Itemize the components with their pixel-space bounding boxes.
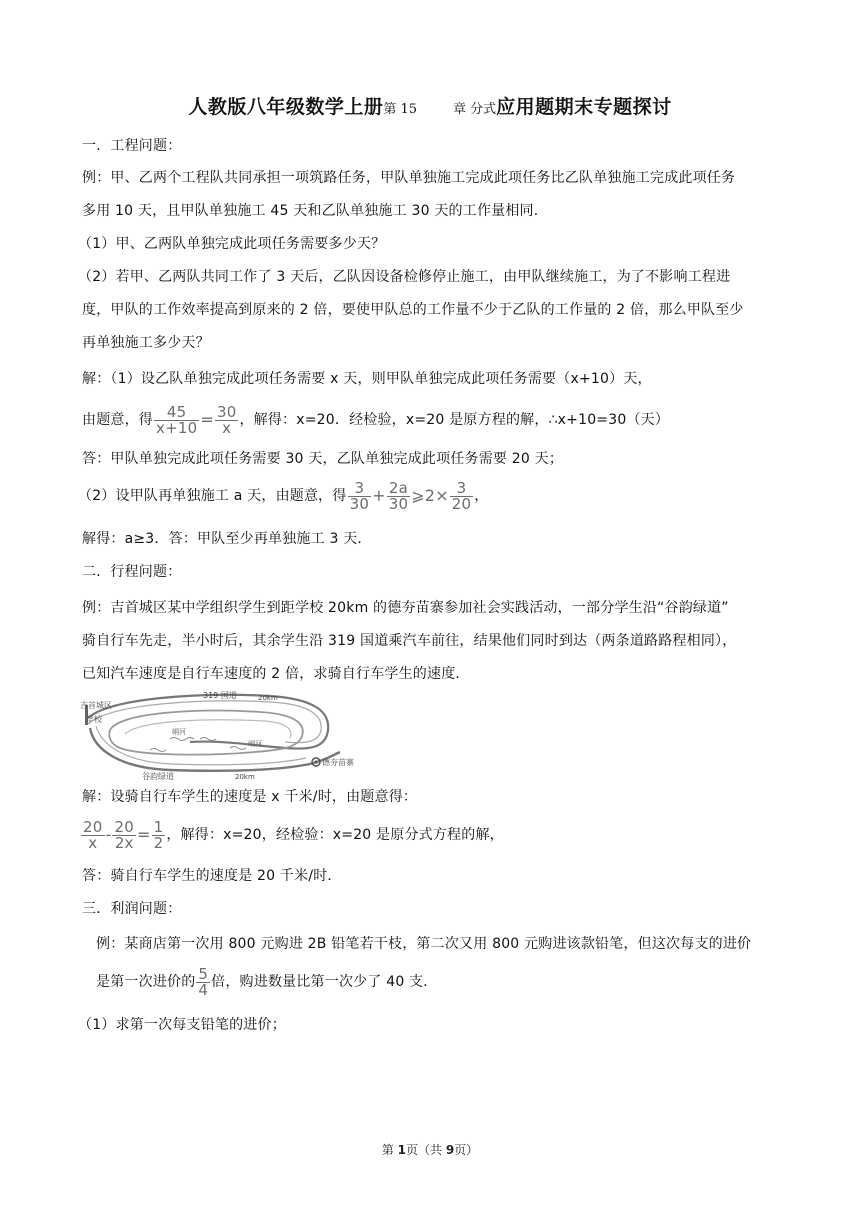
s2-solution-line1: 解：设骑自行车学生的速度是 x 千米/时，由题意得： bbox=[82, 789, 418, 805]
numerator: 20 bbox=[114, 817, 134, 836]
section3-heading: 三．利润问题： bbox=[82, 901, 182, 917]
s1-solution-line2 bbox=[82, 400, 802, 440]
geq-times-sign: ⩾2× bbox=[411, 486, 449, 505]
numerator: 20 bbox=[83, 817, 103, 836]
s2-answer: 答：骑自行车学生的速度是 20 千米/时． bbox=[82, 868, 342, 884]
s1-question2-line2: 度，甲队的工作效率提高到原来的 2 倍，要使甲队总的工作量不少于乙队的工作量的 2 倍，那么甲队至少 bbox=[82, 302, 744, 318]
denominator: 20 bbox=[451, 494, 472, 513]
denominator: 2 bbox=[153, 833, 164, 852]
fraction-2a-over-30 bbox=[387, 478, 411, 513]
s1-sol-prefix: 由题意，得 bbox=[82, 412, 153, 428]
fraction-20-over-x bbox=[81, 817, 105, 852]
title-part2: 第 15 bbox=[383, 102, 418, 117]
minus-sign: - bbox=[105, 825, 112, 844]
s3-example-line1: 例：某商店第一次用 800 元购进 2B 铅笔若干枝，第二次又用 800 元购进该款铅笔，但这次每支的进价 bbox=[96, 936, 752, 952]
fraction-3-over-30 bbox=[348, 478, 372, 513]
map-label-dist-bottom: 20km bbox=[235, 773, 255, 781]
title-part4: 应用题期末专题探讨 bbox=[496, 96, 672, 118]
map-label-river1: 峒河 bbox=[172, 728, 186, 736]
fraction-45-over-x10 bbox=[154, 402, 199, 437]
s3-ex-prefix: 是第一次进价的 bbox=[96, 974, 196, 990]
section1-heading: 一．工程问题： bbox=[82, 138, 182, 154]
s1-answer2: 解得：a≥3．答：甲队至少再单独施工 3 天． bbox=[82, 531, 372, 547]
title-part3: 章 分式 bbox=[453, 102, 497, 117]
denominator: 2x bbox=[114, 833, 134, 852]
denominator: x bbox=[222, 418, 232, 437]
equals-sign: = bbox=[136, 825, 151, 844]
s2-example-line3: 已知汽车速度是自行车速度的 2 倍，求骑自行车学生的速度． bbox=[82, 666, 470, 682]
s1-sol2-suffix: ， bbox=[474, 488, 489, 504]
footer-prefix: 第 bbox=[381, 1143, 398, 1157]
denominator: 4 bbox=[198, 980, 209, 999]
page-title bbox=[0, 92, 860, 119]
numerator: 1 bbox=[153, 817, 164, 836]
s1-solution2 bbox=[78, 476, 798, 516]
s3-ex-suffix: 倍，购进数量比第一次少了 40 支． bbox=[211, 974, 438, 990]
footer-suffix: 页） bbox=[454, 1143, 479, 1157]
s2-example-line1: 例：吉首城区某中学组织学生到距学校 20km 的德夯苗寨参加社会实践活动，一部分学生沿“谷韵绿道” bbox=[82, 600, 729, 616]
s1-sol-suffix: ，解得：x=20．经检验，x=20 是原方程的解，∴x+10=30（天） bbox=[239, 412, 670, 428]
s2-solution-equation bbox=[80, 815, 800, 855]
map-label-dest: 德夯苗寨 bbox=[322, 758, 354, 767]
denominator: x bbox=[88, 833, 98, 852]
denominator: 30 bbox=[349, 494, 370, 513]
map-label-school: 学校 bbox=[86, 715, 102, 724]
footer-mid: 页（共 bbox=[405, 1143, 446, 1157]
denominator: x+10 bbox=[156, 418, 198, 437]
map-label-dist-top: 20km bbox=[258, 694, 278, 702]
numerator: 3 bbox=[348, 481, 372, 497]
numerator: 30 bbox=[216, 402, 237, 421]
s2-example-line2: 骑自行车先走，半小时后，其余学生沿 319 国道乘汽车前往，结果他们同时到达（两条道路路程相同）， bbox=[82, 633, 737, 649]
equals-sign: = bbox=[200, 410, 214, 429]
page-footer bbox=[0, 1141, 860, 1158]
fraction-1-over-2 bbox=[152, 817, 166, 852]
numerator: 2a bbox=[387, 481, 411, 497]
s1-example-line1: 例：甲、乙两个工程队共同承担一项筑路任务，甲队单独施工完成此项任务比乙队单独施工完成此项任务 bbox=[82, 170, 736, 186]
footer-page-number: 1 bbox=[397, 1143, 406, 1157]
fraction-3-over-20 bbox=[450, 478, 474, 513]
s1-example-line2: 多用 10 天，且甲队单独施工 45 天和乙队单独施工 30 天的工作量相同． bbox=[82, 203, 548, 219]
s3-question1: （1）求第一次每支铅笔的进价； bbox=[78, 1017, 286, 1033]
s3-example-line2 bbox=[96, 962, 816, 1002]
map-label-city: 吉首城区 bbox=[80, 701, 112, 710]
footer-total-pages: 9 bbox=[445, 1143, 455, 1157]
s1-question2-line3: 再单独施工多少天？ bbox=[82, 335, 210, 351]
denominator: 30 bbox=[388, 494, 409, 513]
s2-sol-suffix: ，解得：x=20，经检验：x=20 是原分式方程的解， bbox=[166, 827, 504, 843]
numerator: 45 bbox=[154, 405, 199, 421]
numerator: 3 bbox=[450, 481, 474, 497]
numerator: 5 bbox=[198, 964, 209, 983]
map-label-green: 谷韵绿道 bbox=[142, 772, 174, 781]
route-map-figure bbox=[80, 690, 360, 782]
s1-answer1: 答：甲队单独完成此项任务需要 30 天，乙队单独完成此项任务需要 20 天； bbox=[82, 451, 564, 467]
title-part1: 人教版八年级数学上册 bbox=[188, 96, 384, 118]
fraction-5-over-4 bbox=[196, 964, 210, 999]
map-label-river2: 峒河 bbox=[248, 740, 262, 748]
s1-solution-line1: 解：（1）设乙队单独完成此项任务需要 x 天，则甲队单独完成此项任务需要（x+10）天， bbox=[82, 371, 652, 387]
fraction-20-over-2x bbox=[112, 817, 136, 852]
section2-heading: 二．行程问题： bbox=[82, 564, 182, 580]
s1-question1: （1）甲、乙两队单独完成此项任务需要多少天？ bbox=[78, 236, 386, 252]
map-label-road: 319 国道 bbox=[203, 691, 237, 700]
s1-question2-line1: （2）若甲、乙两队共同工作了 3 天后，乙队因设备检修停止施工，由甲队继续施工，为了不影响工程进 bbox=[78, 269, 731, 285]
fraction-30-over-x bbox=[215, 402, 239, 437]
plus-sign: + bbox=[372, 486, 386, 505]
s1-sol2-prefix: （2）设甲队再单独施工 a 天，由题意，得 bbox=[78, 488, 347, 504]
